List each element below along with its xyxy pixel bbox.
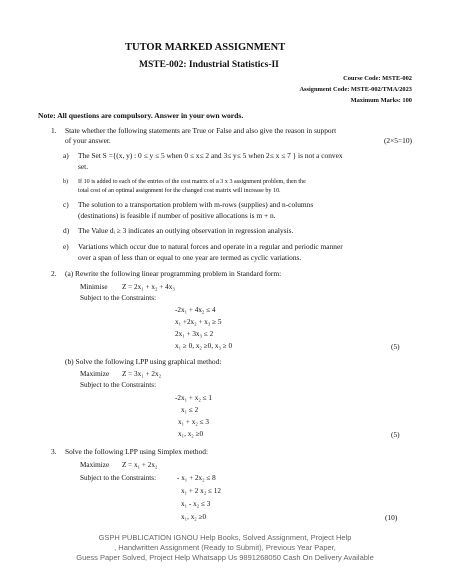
q1d-line1: The Value dᵢ ≥ 3 indicates an outlying observation in regression analysis. bbox=[78, 226, 294, 235]
q2a-marks: (5) bbox=[391, 342, 400, 351]
q2a-constraint-4: x₁ ≥ 0, x₂ ≥0, x₃ ≥ 0 bbox=[175, 342, 233, 350]
q1-text-line2: of your answer. bbox=[65, 136, 111, 145]
q2b-subject: Subject to the Constraints: bbox=[80, 381, 157, 389]
course-code: Course Code: MSTE-002 bbox=[343, 75, 412, 82]
q3-subject: Subject to the Constraints: bbox=[80, 474, 157, 482]
footer-line1: GSPH PUBLICATION IGNOU Help Books, Solved Assignment, Project Help bbox=[98, 533, 352, 542]
q2a-text: (a) Rewrite the following linear programming problem in Standard form: bbox=[65, 269, 282, 278]
q3-number: 3. bbox=[51, 447, 57, 456]
q1e-line2: over a span of less than or equal to one year are termed as cyclic variations. bbox=[78, 253, 302, 262]
q2b-marks: (5) bbox=[391, 430, 400, 439]
q1a-line2: set. bbox=[78, 162, 89, 171]
q1e-line1: Variations which occur due to natural forces and operate in a regular and periodic manner bbox=[78, 242, 343, 251]
q2a-objective: Z = 2x₁ + x₂ + 4x₃ bbox=[122, 283, 175, 291]
q2b-objective: Z = 3x₁ + 2x₂ bbox=[122, 370, 162, 378]
q1d-label: d) bbox=[63, 226, 70, 235]
q2b-text: (b) Solve the following LPP using graphical method: bbox=[65, 357, 222, 366]
q2a-constraint-1: -2x₁ + 4x₂ ≤ 4 bbox=[175, 306, 216, 314]
q2b-constraint-4: x₁, x₂ ≥0 bbox=[178, 430, 204, 438]
q3-constraint-2: x₁ + 2 x₂ ≤ 12 bbox=[181, 487, 221, 495]
q1-marks: (2×5=10) bbox=[383, 136, 412, 145]
q1a-label: a) bbox=[63, 151, 69, 160]
q1e-label: e) bbox=[63, 242, 69, 251]
q1c-label: c) bbox=[63, 200, 69, 209]
q2b-constraint-1: -2x₁ + x₂ ≤ 1 bbox=[175, 394, 212, 402]
q1-number: 1. bbox=[51, 126, 57, 135]
q1b-line2: total cost of an optimal assignment for the changed cost matrix will increase by 10. bbox=[78, 188, 281, 194]
q1c-line2: (destinations) is feasible if number of positive allocations is m + n. bbox=[78, 211, 276, 220]
q2a-constraint-2: x₁ +2x₂ + x₃ ≥ 5 bbox=[175, 318, 222, 326]
q3-text: Solve the following LPP using Simplex method: bbox=[65, 447, 209, 456]
instructions-note: Note: All questions are compulsory. Answer in your own words. bbox=[38, 111, 244, 120]
q1a-line1: The Set S ={(x, y) : 0 ≤ y ≤ 5 when 0 ≤ x≤ 2 and 3≤ y≤ 5 when 2≤ x ≤ 7 } is not a convex bbox=[78, 151, 343, 160]
footer-line3: Guess Paper Solved, Project Help Whatsapp Us 9891268050 Cash On Delivery Available bbox=[76, 553, 374, 562]
q1b-label: b) bbox=[63, 179, 69, 185]
q2a-objective-label: Minimise bbox=[80, 283, 108, 291]
page-title: TUTOR MARKED ASSIGNMENT bbox=[125, 42, 286, 53]
q3-objective-label: Maximize bbox=[80, 461, 110, 469]
q1c-line1: The solution to a transportation problem with m-rows (supplies) and n-columns bbox=[78, 200, 314, 209]
q3-marks: (10) bbox=[385, 513, 398, 522]
q3-objective: Z = x₁ + 2x₂ bbox=[122, 461, 158, 469]
q2-number: 2. bbox=[51, 269, 57, 278]
q3-constraint-4: x₁, x₂ ≥0 bbox=[181, 513, 207, 521]
q3-constraint-1: - x₁ + 2x₂ ≤ 8 bbox=[177, 474, 216, 482]
q2b-objective-label: Maximize bbox=[80, 370, 110, 378]
q1-text-line1: State whether the following statements are True or False and also give the reason in support bbox=[65, 126, 337, 135]
course-subtitle: MSTE-002: Industrial Statistics-II bbox=[139, 60, 279, 70]
assignment-code: Assignment Code: MSTE-002/TMA/2023 bbox=[299, 86, 412, 93]
q2b-constraint-3: x₁ + x₂ ≤ 3 bbox=[178, 418, 209, 426]
max-marks: Maximum Marks: 100 bbox=[350, 97, 412, 104]
q1b-line1: If 10 is added to each of the entries of the cost matrix of a 3 x 3 assignment problem, then the bbox=[78, 179, 306, 185]
q3-constraint-3: x₁ - x₂ ≤ 3 bbox=[181, 500, 211, 508]
q2a-constraint-3: 2x₁ + 3x₃ ≤ 2 bbox=[175, 330, 214, 338]
q2b-constraint-2: x₁ ≤ 2 bbox=[181, 406, 199, 414]
footer-line2: , Handwritten Assignment (Ready to Submit), Previous Year Paper, bbox=[114, 543, 336, 552]
q2a-subject: Subject to the Constraints: bbox=[80, 294, 157, 302]
